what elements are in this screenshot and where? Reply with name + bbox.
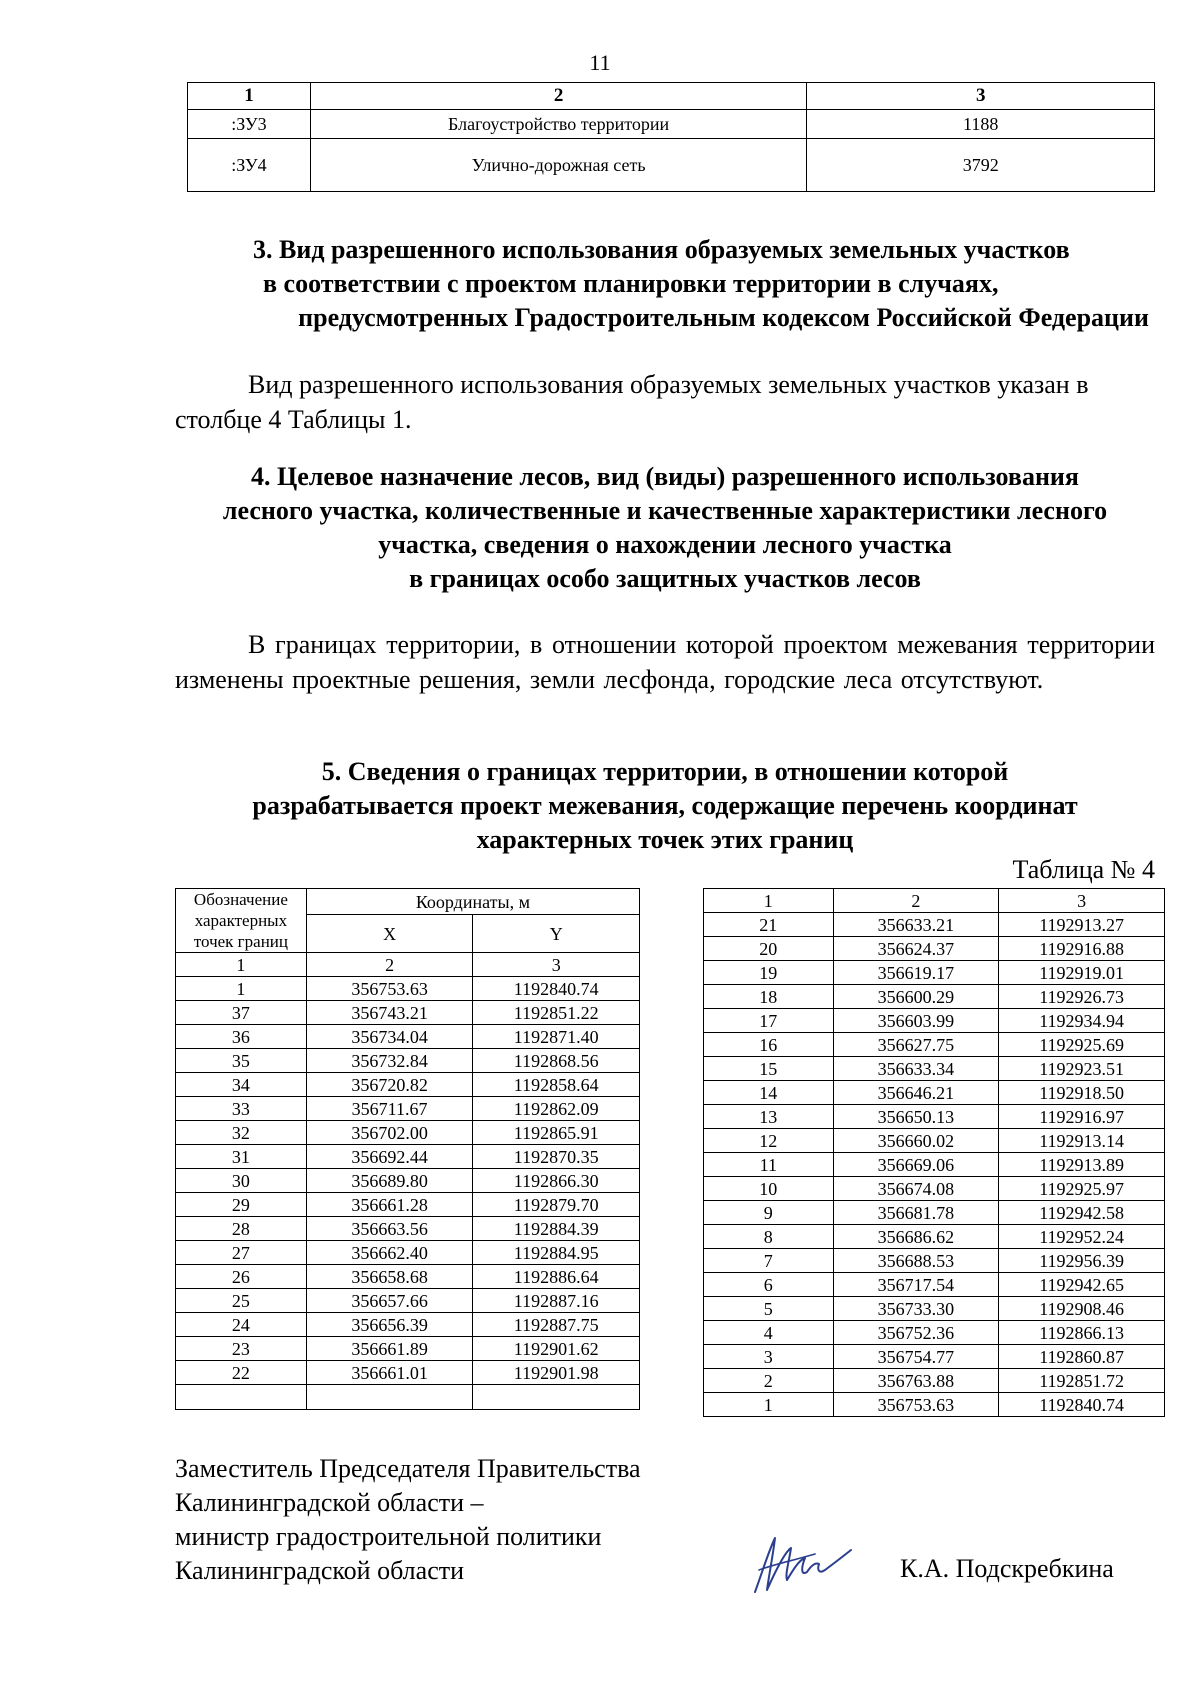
empty-cell [176, 1385, 307, 1410]
point-number-cell: 2 [704, 1369, 834, 1393]
empty-cell [306, 1385, 473, 1410]
point-number-cell: 29 [176, 1193, 307, 1217]
table-row [176, 1265, 640, 1289]
y-coordinate-cell: 1192840.74 [999, 1393, 1165, 1417]
column-number: 3 [473, 953, 640, 977]
table-row [176, 1001, 640, 1025]
x-coordinate-cell: 356600.29 [833, 985, 999, 1009]
point-number-cell: 6 [704, 1273, 834, 1297]
empty-table-row [176, 1385, 640, 1410]
x-coordinate-cell: 356752.36 [833, 1321, 999, 1345]
x-coordinate-cell: 356753.63 [306, 977, 473, 1001]
signatory-title [175, 1452, 641, 1588]
x-coordinate-cell: 356720.82 [306, 1073, 473, 1097]
x-coordinate-cell: 356681.78 [833, 1201, 999, 1225]
table-row [704, 1153, 1165, 1177]
table-row [176, 1217, 640, 1241]
x-coordinate-cell: 356603.99 [833, 1009, 999, 1033]
table-row [176, 1121, 640, 1145]
x-coordinate-cell: 356658.68 [306, 1265, 473, 1289]
header-cell: 1 [188, 83, 311, 110]
table-row [704, 1057, 1165, 1081]
x-coordinate-cell: 356734.04 [306, 1025, 473, 1049]
y-coordinate-cell: 1192865.91 [473, 1121, 640, 1145]
y-coordinate-cell: 1192918.50 [999, 1081, 1165, 1105]
point-number-cell: 4 [704, 1321, 834, 1345]
column-number-row [176, 953, 640, 977]
plot-area-cell: 3792 [807, 139, 1155, 192]
point-number-cell: 31 [176, 1145, 307, 1169]
x-coordinate-cell: 356732.84 [306, 1049, 473, 1073]
heading-line: в соответствии с проектом планировки территории в случаях, [263, 269, 999, 298]
y-coordinate-cell: 1192851.22 [473, 1001, 640, 1025]
x-coordinate-cell: 356743.21 [306, 1001, 473, 1025]
table-row [704, 1105, 1165, 1129]
table-row [176, 1289, 640, 1313]
column-number: 1 [176, 953, 307, 977]
y-coordinate-cell: 1192884.95 [473, 1241, 640, 1265]
x-coordinate-cell: 356661.01 [306, 1361, 473, 1385]
point-number-cell: 18 [704, 985, 834, 1009]
point-number-cell: 10 [704, 1177, 834, 1201]
table-row [704, 961, 1165, 985]
x-coordinate-cell: 356763.88 [833, 1369, 999, 1393]
page-number: 11 [589, 50, 611, 75]
y-coordinate-cell: 1192916.88 [999, 937, 1165, 961]
table-row [176, 977, 640, 1001]
point-number-cell: 27 [176, 1241, 307, 1265]
table-row [704, 937, 1165, 961]
header-cell: 2 [310, 83, 807, 110]
point-number-cell: 20 [704, 937, 834, 961]
x-coordinate-cell: 356702.00 [306, 1121, 473, 1145]
point-number-cell: 14 [704, 1081, 834, 1105]
point-number-cell: 33 [176, 1097, 307, 1121]
x-coordinate-cell: 356692.44 [306, 1145, 473, 1169]
handwritten-signature [745, 1530, 855, 1600]
x-coordinate-cell: 356733.30 [833, 1297, 999, 1321]
y-coordinate-cell: 1192887.16 [473, 1289, 640, 1313]
x-coordinate-cell: 356656.39 [306, 1313, 473, 1337]
y-coordinate-cell: 1192908.46 [999, 1297, 1165, 1321]
header-cell: 3 [807, 83, 1155, 110]
point-number-cell: 23 [176, 1337, 307, 1361]
x-coordinate-cell: 356686.62 [833, 1225, 999, 1249]
table-row [176, 1145, 640, 1169]
point-number-cell: 1 [176, 977, 307, 1001]
heading-line: характерных точек этих границ [476, 825, 854, 854]
point-number-cell: 3 [704, 1345, 834, 1369]
point-number-cell: 16 [704, 1033, 834, 1057]
y-coordinate-cell: 1192956.39 [999, 1249, 1165, 1273]
heading-line: разрабатывается проект межевания, содержащие перечень координат [252, 791, 1078, 820]
signatory-title-line: Заместитель Председателя Правительства [175, 1454, 641, 1483]
point-number-cell: 13 [704, 1105, 834, 1129]
table-row [188, 139, 1155, 192]
y-coordinate-cell: 1192866.30 [473, 1169, 640, 1193]
plot-use-cell: Благоустройство территории [310, 110, 807, 139]
table-row [704, 1369, 1165, 1393]
point-number-cell: 34 [176, 1073, 307, 1097]
y-coordinate-cell: 1192923.51 [999, 1057, 1165, 1081]
table-row [176, 1337, 640, 1361]
x-coordinate-cell: 356650.13 [833, 1105, 999, 1129]
point-number-cell: 30 [176, 1169, 307, 1193]
point-number-cell: 35 [176, 1049, 307, 1073]
x-coordinate-cell: 356669.06 [833, 1153, 999, 1177]
y-coordinate-cell: 1192887.75 [473, 1313, 640, 1337]
heading-line: в границах особо защитных участков лесов [409, 564, 921, 593]
y-coordinate-cell: 1192884.39 [473, 1217, 640, 1241]
y-coordinate-cell: 1192913.27 [999, 913, 1165, 937]
x-coordinate-cell: 356627.75 [833, 1033, 999, 1057]
table-row [704, 913, 1165, 937]
y-coordinate-cell: 1192925.97 [999, 1177, 1165, 1201]
x-coordinate-cell: 356754.77 [833, 1345, 999, 1369]
x-coordinate-cell: 356661.89 [306, 1337, 473, 1361]
section-3-heading [175, 233, 1155, 335]
x-coordinate-cell: 356688.53 [833, 1249, 999, 1273]
table-row [704, 1129, 1165, 1153]
table-header-row [176, 889, 640, 915]
x-coordinate-cell: 356689.80 [306, 1169, 473, 1193]
point-number-cell: 24 [176, 1313, 307, 1337]
x-coordinate-cell: 356662.40 [306, 1241, 473, 1265]
plot-id-cell: :ЗУ4 [188, 139, 311, 192]
y-coordinate-cell: 1192919.01 [999, 961, 1165, 985]
x-coordinate-cell: 356657.66 [306, 1289, 473, 1313]
y-coordinate-cell: 1192870.35 [473, 1145, 640, 1169]
x-coordinate-cell: 356711.67 [306, 1097, 473, 1121]
column-number: 2 [833, 889, 999, 913]
point-number-cell: 7 [704, 1249, 834, 1273]
point-number-cell: 11 [704, 1153, 834, 1177]
y-coordinate-cell: 1192913.14 [999, 1129, 1165, 1153]
y-coordinate-cell: 1192866.13 [999, 1321, 1165, 1345]
section-4-heading [175, 460, 1155, 596]
x-coordinate-cell: 356633.34 [833, 1057, 999, 1081]
table-row [704, 1249, 1165, 1273]
table-row [704, 1033, 1165, 1057]
heading-line: 5. Сведения о границах территории, в отношении которой [321, 757, 1009, 786]
point-number-cell: 36 [176, 1025, 307, 1049]
table-row [704, 1321, 1165, 1345]
table-row [176, 1169, 640, 1193]
column-number-row [704, 889, 1165, 913]
signatory-title-line: Калининградской области [175, 1556, 465, 1585]
signatory-title-line: министр градостроительной политики [175, 1522, 602, 1551]
point-number-cell: 21 [704, 913, 834, 937]
y-coordinate-cell: 1192868.56 [473, 1049, 640, 1073]
y-coordinate-cell: 1192840.74 [473, 977, 640, 1001]
column-number: 3 [999, 889, 1165, 913]
heading-line: лесного участка, количественные и качественные характеристики лесного [222, 496, 1108, 525]
table-row [176, 1049, 640, 1073]
plot-use-cell: Улично-дорожная сеть [310, 139, 807, 192]
signatory-title-line: Калининградской области – [175, 1488, 484, 1517]
y-coordinate-cell: 1192916.97 [999, 1105, 1165, 1129]
paragraph-text: В границах территории, в отношении которой проектом межевания территории изменены проектные решения, земли лесфонда, городские леса отсутствуют. [175, 630, 1155, 694]
table-row [176, 1241, 640, 1265]
table-row [704, 1201, 1165, 1225]
y-coordinate-cell: 1192942.58 [999, 1201, 1165, 1225]
table-row [176, 1193, 640, 1217]
x-column-header: X [306, 915, 473, 953]
x-coordinate-cell: 356753.63 [833, 1393, 999, 1417]
heading-line: участка, сведения о нахождении лесного участка [378, 530, 952, 559]
y-coordinate-cell: 1192952.24 [999, 1225, 1165, 1249]
x-coordinate-cell: 356661.28 [306, 1193, 473, 1217]
table-4-caption: Таблица № 4 [1012, 855, 1155, 884]
y-coordinate-cell: 1192925.69 [999, 1033, 1165, 1057]
y-coordinate-cell: 1192901.62 [473, 1337, 640, 1361]
x-coordinate-cell: 356619.17 [833, 961, 999, 985]
coordinates-column-header: Координаты, м [306, 889, 639, 915]
y-coordinate-cell: 1192913.89 [999, 1153, 1165, 1177]
y-coordinate-cell: 1192851.72 [999, 1369, 1165, 1393]
plot-id-cell: :ЗУ3 [188, 110, 311, 139]
heading-line: предусмотренных Градостроительным кодексом Российской Федерации [298, 303, 1149, 332]
table-header-row [188, 83, 1155, 110]
empty-cell [473, 1385, 640, 1410]
x-coordinate-cell: 356646.21 [833, 1081, 999, 1105]
point-number-cell: 15 [704, 1057, 834, 1081]
point-number-cell: 22 [176, 1361, 307, 1385]
x-coordinate-cell: 356663.56 [306, 1217, 473, 1241]
table-row [704, 1297, 1165, 1321]
x-coordinate-cell: 356660.02 [833, 1129, 999, 1153]
coordinates-table-right [703, 888, 1165, 1417]
y-coordinate-cell: 1192860.87 [999, 1345, 1165, 1369]
y-coordinate-cell: 1192942.65 [999, 1273, 1165, 1297]
y-coordinate-cell: 1192871.40 [473, 1025, 640, 1049]
point-number-cell: 19 [704, 961, 834, 985]
point-number-cell: 26 [176, 1265, 307, 1289]
table-row [704, 1225, 1165, 1249]
section-4-paragraph [175, 627, 1155, 697]
point-column-header: Обозначение характерных точек границ [176, 889, 307, 953]
column-number: 2 [306, 953, 473, 977]
x-coordinate-cell: 356624.37 [833, 937, 999, 961]
y-coordinate-cell: 1192879.70 [473, 1193, 640, 1217]
point-number-cell: 12 [704, 1129, 834, 1153]
x-coordinate-cell: 356717.54 [833, 1273, 999, 1297]
table-row [704, 1345, 1165, 1369]
point-number-cell: 17 [704, 1009, 834, 1033]
table-row [704, 1177, 1165, 1201]
section-3-paragraph [175, 367, 1155, 437]
table-row [704, 1081, 1165, 1105]
column-number: 1 [704, 889, 834, 913]
section-5-heading [175, 755, 1155, 857]
plot-area-cell: 1188 [807, 110, 1155, 139]
table-row [704, 1273, 1165, 1297]
table-row [176, 1097, 640, 1121]
point-number-cell: 28 [176, 1217, 307, 1241]
table-row [704, 1393, 1165, 1417]
paragraph-text: Вид разрешенного использования образуемых земельных участков указан в столбце 4 Таблицы 1. [175, 370, 1089, 434]
table-row [704, 1009, 1165, 1033]
table-row [704, 985, 1165, 1009]
y-coordinate-cell: 1192901.98 [473, 1361, 640, 1385]
heading-line: 4. Целевое назначение лесов, вид (виды) разрешенного использования [251, 462, 1079, 491]
point-number-cell: 8 [704, 1225, 834, 1249]
heading-line: 3. Вид разрешенного использования образуемых земельных участков [253, 235, 1070, 264]
y-coordinate-cell: 1192862.09 [473, 1097, 640, 1121]
table-row [176, 1361, 640, 1385]
table-row [188, 110, 1155, 139]
table-row [176, 1025, 640, 1049]
y-coordinate-cell: 1192886.64 [473, 1265, 640, 1289]
point-number-cell: 37 [176, 1001, 307, 1025]
point-number-cell: 9 [704, 1201, 834, 1225]
point-number-cell: 1 [704, 1393, 834, 1417]
coordinates-table-left [175, 888, 640, 1410]
table-row [176, 1313, 640, 1337]
y-coordinate-cell: 1192934.94 [999, 1009, 1165, 1033]
table-row [176, 1073, 640, 1097]
y-coordinate-cell: 1192858.64 [473, 1073, 640, 1097]
y-coordinate-cell: 1192926.73 [999, 985, 1165, 1009]
x-coordinate-cell: 356674.08 [833, 1177, 999, 1201]
point-number-cell: 5 [704, 1297, 834, 1321]
y-column-header: Y [473, 915, 640, 953]
x-coordinate-cell: 356633.21 [833, 913, 999, 937]
point-number-cell: 25 [176, 1289, 307, 1313]
signatory-name: К.А. Подскребкина [900, 1554, 1114, 1583]
land-plots-table [187, 82, 1155, 192]
point-number-cell: 32 [176, 1121, 307, 1145]
